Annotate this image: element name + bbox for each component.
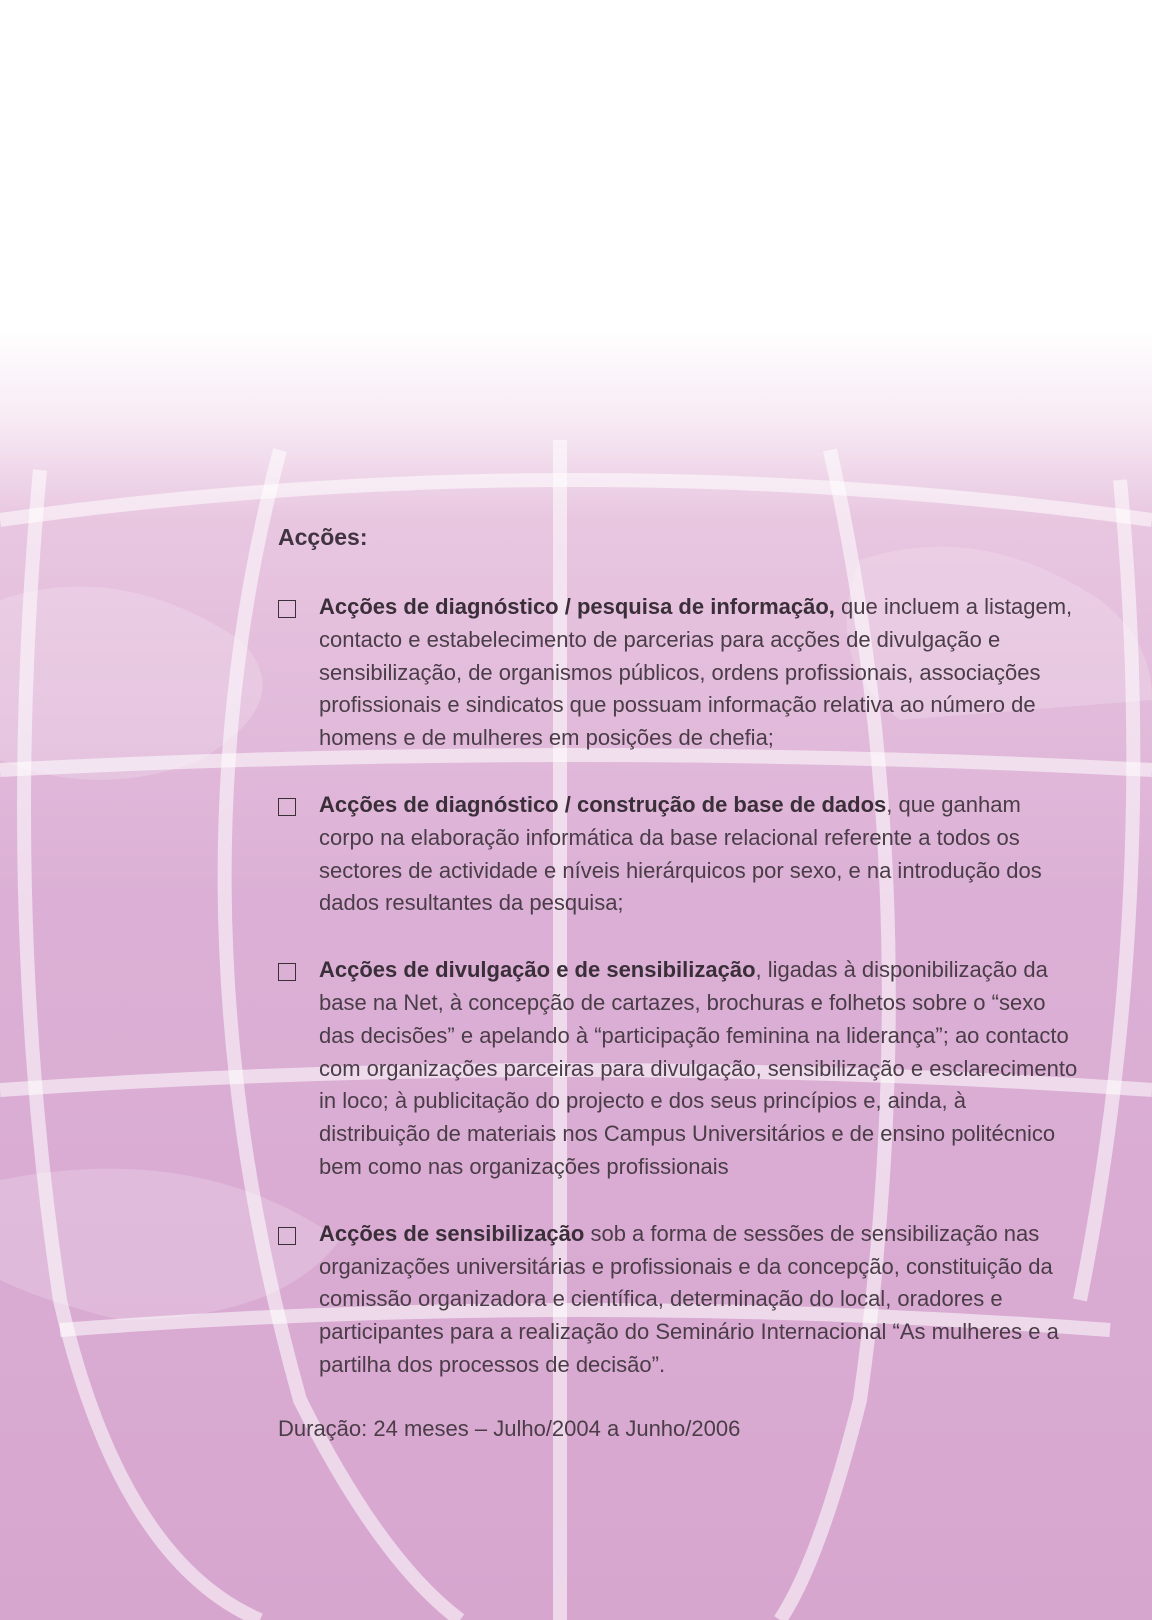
action-item-text: , ligadas à disponibilização da base na Net, à concepção de cartazes, brochuras e folhetos sobre o “sexo das decisões” e apelando à “participação feminina na liderança”; ao contacto com organizações parceiras para divulgação, sensibilização e esclarecimento in loco; à publicitação do projecto e dos seus princípios e, ainda, à distribuição de materiais nos Campus Universitários e de ensino politécnico bem como nas organizações profissionais xyxy=(319,957,1078,1179)
action-item-1 xyxy=(278,591,1078,755)
action-item-title: Acções de diagnóstico / construção de base de dados xyxy=(319,791,887,817)
duration-text: Duração: 24 meses – Julho/2004 a Junho/2006 xyxy=(278,1415,741,1441)
action-item-text: que incluem a listagem, contacto e estabelecimento de parcerias para acções de divulgação e sensibilização, de organismos públicos, ordens profissionais, associações profissionais e sindicatos que possuam informação relativa ao número de homens e de mulheres em posições de chefia; xyxy=(319,594,1073,751)
action-item-4 xyxy=(278,1218,1078,1382)
actions-section xyxy=(278,524,1078,1442)
checkbox-icon xyxy=(278,963,296,981)
action-item-title: Acções de sensibilização xyxy=(319,1220,585,1246)
action-item-3 xyxy=(278,954,1078,1184)
action-item-title: Acções de diagnóstico / pesquisa de informação, xyxy=(319,594,835,619)
section-heading: Acções: xyxy=(278,524,368,550)
checkbox-icon xyxy=(278,600,296,618)
checkbox-icon xyxy=(278,798,296,816)
checkbox-icon xyxy=(278,1227,296,1245)
action-item-text: , que ganham corpo na elaboração informática da base relacional referente a todos os sectores de actividade e níveis hierárquicos por sexo, e na introdução dos dados resultantes da pesquisa; xyxy=(319,791,1042,916)
action-item-text: sob a forma de sessões de sensibilização nas organizações universitárias e profissionais e da concepção, constituição da comissão organizadora e científica, determinação do local, oradores e participantes para a realização do Seminário Internacional “As mulheres e a partilha dos processos de decisão”. xyxy=(319,1220,1059,1377)
action-item-title: Acções de divulgação e de sensibilização xyxy=(319,957,756,983)
action-item-2 xyxy=(278,789,1078,920)
